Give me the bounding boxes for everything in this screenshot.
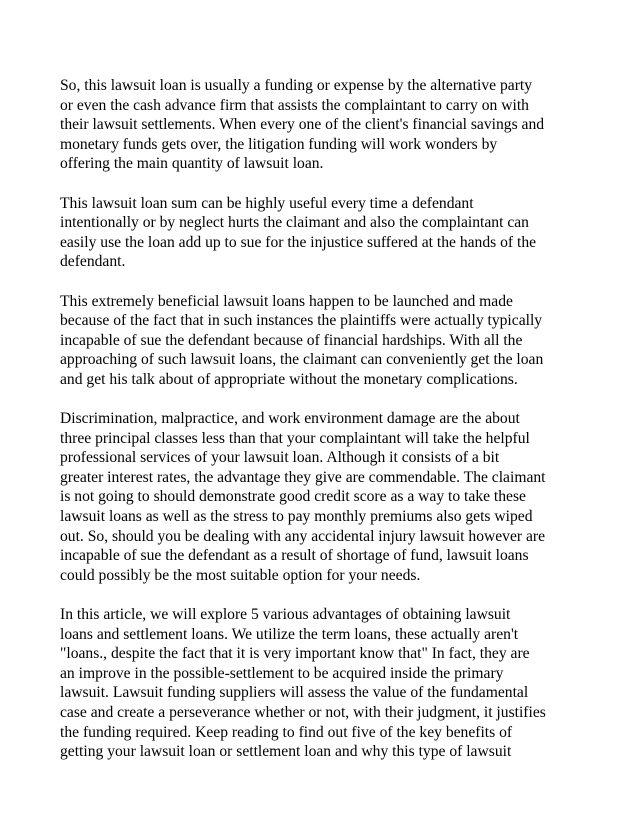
- text-line: could possibly be the most suitable option for your needs.: [60, 566, 421, 584]
- text-line: easily use the loan add up to sue for the injustice suffered at the hands of the: [60, 233, 537, 251]
- paragraph: [60, 76, 590, 174]
- text-line: lawsuit loans as well as the stress to pay monthly premiums also gets wiped: [60, 508, 533, 526]
- paragraph: [60, 194, 590, 272]
- paragraph: [60, 292, 590, 390]
- text-line: and get his talk about of appropriate without the monetary complications.: [60, 370, 518, 388]
- text-line: is not going to should demonstrate good credit score as a way to take these: [60, 488, 526, 506]
- text-line: approaching of such lawsuit loans, the claimant can conveniently get the loan: [60, 351, 544, 369]
- text-line: So, this lawsuit loan is usually a funding or expense by the alternative party: [60, 77, 533, 94]
- text-line: lawsuit. Lawsuit funding suppliers will assess the value of the fundamental: [60, 684, 529, 702]
- text-line: getting your lawsuit loan or settlement loan and why this type of lawsuit: [60, 743, 512, 761]
- text-line: the funding required. Keep reading to find out five of the key benefits of: [60, 723, 513, 741]
- text-line: This lawsuit loan sum can be highly useful every time a defendant: [60, 194, 474, 212]
- text-line: loans and settlement loans. We utilize the term loans, these actually aren't: [60, 625, 519, 643]
- text-line: In this article, we will explore 5 various advantages of obtaining lawsuit: [60, 606, 511, 624]
- text-line: "loans., despite the fact that it is very important know that" In fact, they are: [60, 645, 530, 663]
- text-line: their lawsuit settlements. When every one of the client's financial savings and: [60, 116, 545, 134]
- text-line: Discrimination, malpractice, and work environment damage are the about: [60, 410, 520, 428]
- text-line: or even the cash advance firm that assists the complaintant to carry on with: [60, 96, 529, 114]
- paragraph: [60, 409, 590, 585]
- text-line: defendant.: [60, 253, 126, 271]
- text-line: an improve in the possible-settlement to be acquired inside the primary: [60, 664, 504, 682]
- text-line: intentionally or by neglect hurts the claimant and also the complaintant can: [60, 214, 529, 232]
- text-line: incapable of sue the defendant because of financial hardships. With all the: [60, 331, 523, 349]
- text-line: This extremely beneficial lawsuit loans happen to be launched and made: [60, 292, 513, 310]
- document-body: [60, 76, 590, 781]
- text-line: because of the fact that in such instances the plaintiffs were actually typically: [60, 312, 543, 330]
- text-line: offering the main quantity of lawsuit loan.: [60, 155, 324, 173]
- text-line: out. So, should you be dealing with any accidental injury lawsuit however are: [60, 527, 546, 545]
- text-line: case and create a perseverance whether or not, with their judgment, it justifies: [60, 704, 546, 721]
- text-line: incapable of sue the defendant as a result of shortage of fund, lawsuit loans: [60, 547, 529, 565]
- text-line: three principal classes less than that your complaintant will take the helpful: [60, 429, 530, 447]
- paragraph: [60, 605, 590, 762]
- text-line: greater interest rates, the advantage they give are commendable. The claimant: [60, 468, 546, 486]
- text-line: professional services of your lawsuit loan. Although it consists of a bit: [60, 449, 500, 467]
- text-line: monetary funds gets over, the litigation funding will work wonders by: [60, 135, 498, 153]
